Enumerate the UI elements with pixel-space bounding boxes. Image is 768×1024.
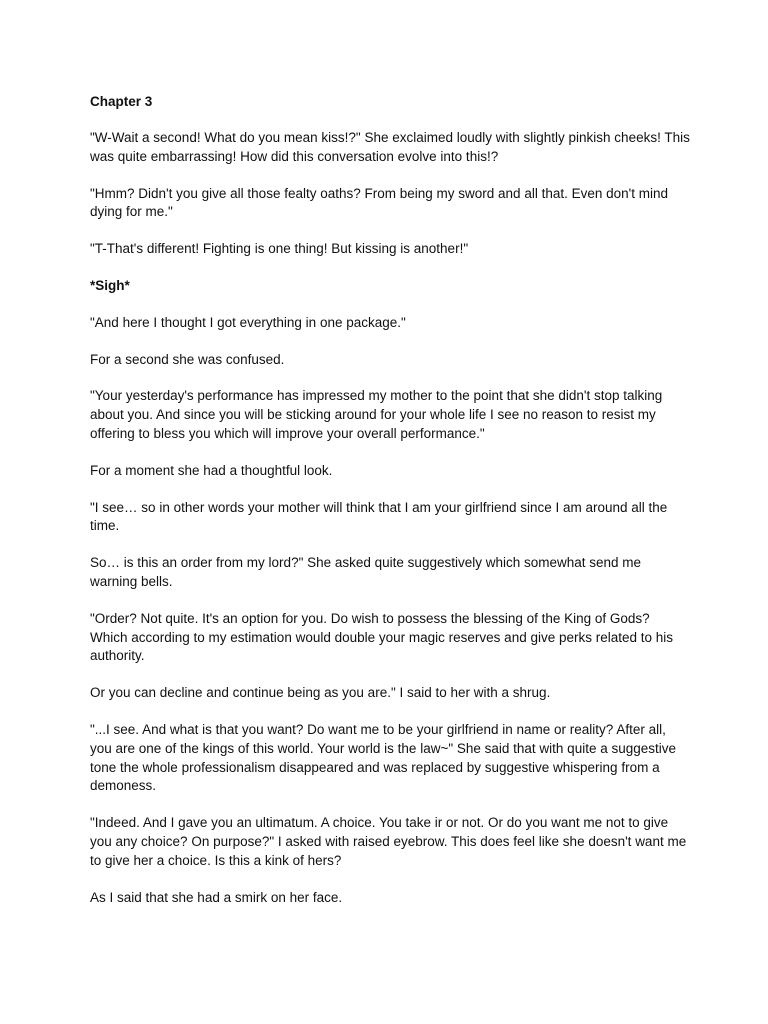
paragraph: "Indeed. And I gave you an ultimatum. A choice. You take ir or not. Or do you want me not to give you any choice? On purpose?" I asked with raised eyebrow. This does feel like she doesn't want me to give her a choice. Is this a kink of hers? [90,815,687,868]
paragraph: Or you can decline and continue being as you are." I said to her with a shrug. [90,685,551,701]
paragraph: So… is this an order from my lord?" She asked quite suggestively which somewhat send me warning bells. [90,555,642,589]
paragraph: "T-That's different! Fighting is one thing! But kissing is another!" [90,241,469,257]
paragraph: "Order? Not quite. It's an option for you. Do wish to possess the blessing of the King of Gods? Which according to my estimation would double your magic reserves and give perks related to his authority. [90,610,674,664]
paragraph: For a second she was confused. [90,351,285,367]
paragraph: For a moment she had a thoughtful look. [90,462,333,478]
paragraph: "I see… so in other words your mother will think that I am your girlfriend since I am around all the time. [90,499,668,534]
paragraph: "And here I thought I got everything in one package." [90,314,406,330]
paragraph: "Your yesterday's performance has impressed my mother to the point that she didn't stop talking about you. And since you will be sticking around for your whole life I see no reason to resist my offering to bless you which will improve your overall performance." [90,388,663,441]
paragraph: As I said that she had a smirk on her face. [90,889,343,905]
paragraph: "Hmm? Didn't you give all those fealty oaths? From being my sword and all that. Even don't mind dying for me." [90,185,668,220]
paragraph: "W-Wait a second! What do you mean kiss!?" She exclaimed loudly with slightly pinkish cheeks! This was quite embarrassing! How did this conversation evolve into this!? [90,130,690,164]
chapter-title: Chapter 3 [90,94,153,109]
document-page [90,92,690,925]
paragraph: "...I see. And what is that you want? Do want me to be your girlfriend in name or reality? After all, you are one of the kings of this world. Your world is the law~" She said that with quite a suggestive tone the whole professionalism disappeared and was replaced by suggestive whispering from a demoness. [90,721,677,794]
paragraph-emphasis: *Sigh* [90,277,130,293]
